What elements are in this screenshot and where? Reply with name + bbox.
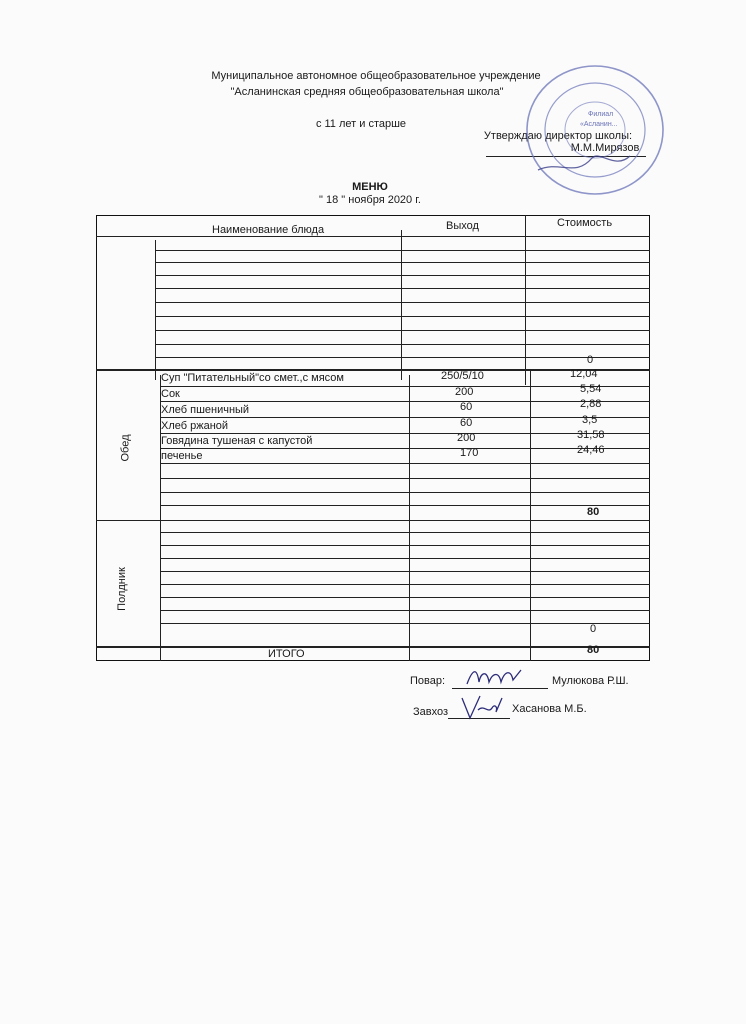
row-line: [155, 357, 650, 358]
row-line: [160, 571, 650, 572]
row-line: [160, 478, 650, 479]
divider-section-col: [155, 240, 156, 380]
svg-text:«Асланин...: «Асланин...: [580, 121, 618, 128]
table-header-underline: [96, 236, 650, 237]
lunch-row-name: Хлеб пшеничный: [161, 404, 250, 416]
lunch-row-yield: 200: [455, 386, 474, 398]
lunch-row-yield: 60: [460, 401, 473, 413]
lunch-total: 80: [587, 506, 600, 518]
lunch-row-yield: 250/5/10: [441, 370, 484, 382]
section-separator: [96, 369, 650, 371]
row-line: [155, 316, 650, 317]
row-line: [155, 288, 650, 289]
row-line: [160, 558, 650, 559]
snack-total: 0: [590, 623, 597, 635]
row-line: [155, 330, 650, 331]
lunch-row-name: Сок: [161, 388, 180, 400]
row-line: [160, 584, 650, 585]
school-stamp: [520, 60, 670, 200]
row-line: [160, 610, 650, 611]
organization-name-line2: "Асланинская средняя общеобразовательная школа": [230, 86, 504, 98]
column-header-cost: Стоимость: [557, 217, 613, 229]
row-line: [155, 302, 650, 303]
divider-cost-col: [525, 215, 526, 385]
section-separator: [96, 520, 650, 521]
grand-total-value: 80: [587, 644, 600, 656]
row-line: [160, 532, 650, 533]
lunch-row-cost: 12,04: [570, 368, 598, 380]
row-line: [160, 623, 650, 624]
section-label-lunch: Обед: [119, 434, 132, 462]
cook-label: Повар:: [410, 675, 446, 687]
approval-label: Утверждаю директор школы:: [483, 130, 633, 142]
row-line: [155, 344, 650, 345]
row-line: [155, 275, 650, 276]
manager-name: Хасанова М.Б.: [512, 703, 587, 715]
section-label-snack: Полдник: [115, 567, 128, 611]
menu-title: МЕНЮ: [352, 181, 388, 193]
lunch-row-yield: 170: [460, 447, 479, 459]
row-line: [155, 262, 650, 263]
lunch-row-yield: 60: [460, 417, 473, 429]
menu-date: " 18 " ноября 2020 г.: [319, 194, 421, 206]
organization-name-line1: Муниципальное автономное общеобразовательное учреждение: [211, 70, 541, 82]
manager-label: Завхоз: [413, 706, 449, 718]
lunch-row-name: Хлеб ржаной: [161, 420, 229, 432]
column-header-dish-name: Наименование блюда: [212, 224, 325, 236]
age-group: с 11 лет и старше: [315, 118, 407, 130]
row-line: [160, 401, 650, 402]
cook-name: Мулюкова Р.Ш.: [552, 675, 629, 687]
section-separator: [96, 646, 650, 648]
row-line: [160, 463, 650, 464]
lunch-row-cost: 31,58: [577, 429, 605, 441]
column-header-yield: Выход: [446, 220, 479, 232]
manager-signature: [458, 692, 508, 726]
lunch-row-cost: 2,88: [580, 398, 602, 410]
divider-cost-col: [530, 370, 531, 661]
lunch-row-yield: 200: [457, 432, 476, 444]
grand-total-label: ИТОГО: [268, 648, 305, 660]
lunch-row-cost: 24,46: [577, 444, 605, 456]
row-line: [155, 250, 650, 251]
row-line: [160, 417, 650, 418]
row-line: [160, 505, 650, 506]
row-line: [160, 597, 650, 598]
row-line: [160, 545, 650, 546]
director-name: М.М.Мирязов: [570, 142, 640, 154]
row-line: [160, 386, 650, 387]
lunch-row-name: Говядина тушеная с капустой: [161, 435, 313, 447]
cook-signature: [465, 664, 525, 692]
lunch-row-name: печенье: [161, 450, 203, 462]
lunch-row-cost: 3,5: [582, 414, 598, 426]
svg-text:Филиал: Филиал: [588, 111, 614, 118]
lunch-row-name: Суп "Питательный"со смет.,с мясом: [161, 372, 344, 384]
breakfast-total: 0: [587, 354, 594, 366]
lunch-row-cost: 5,54: [580, 383, 602, 395]
row-line: [160, 492, 650, 493]
